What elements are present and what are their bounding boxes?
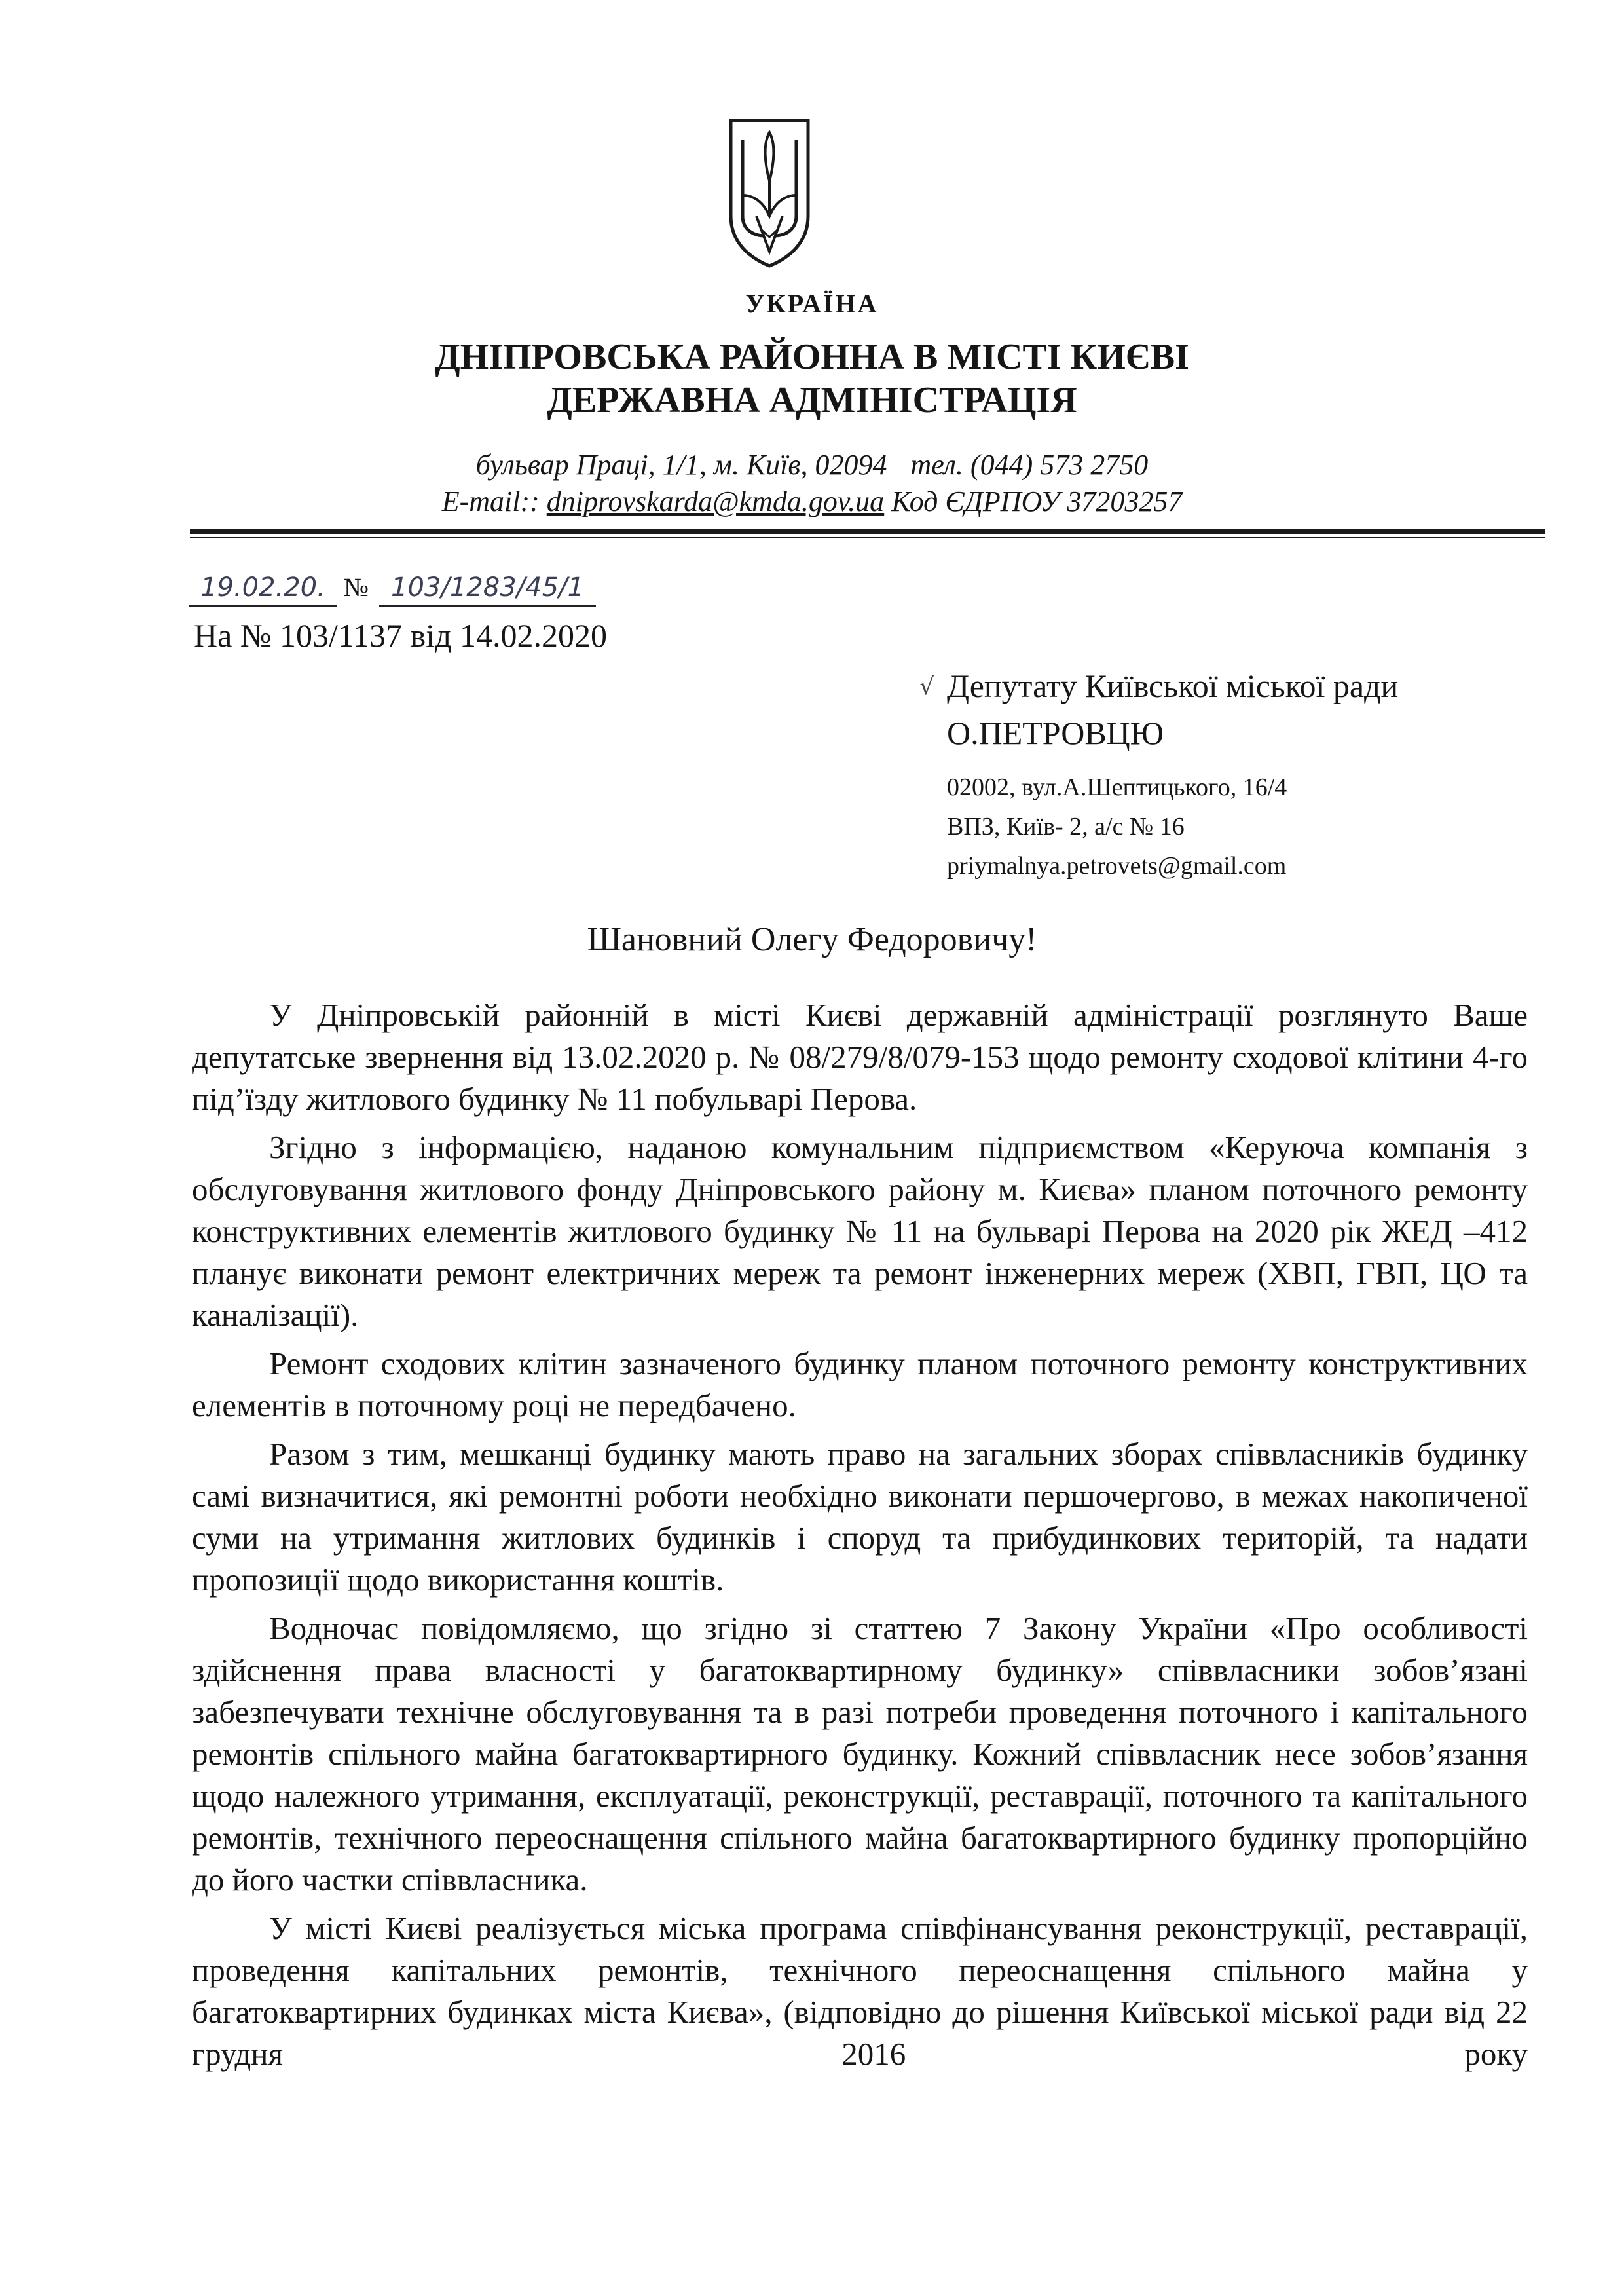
addressee-title: Депутату Київської міської ради: [947, 667, 1399, 704]
org-address-line: [0, 448, 1624, 482]
org-email-line: [0, 485, 1624, 519]
addressee-email: priymalnya.petrovets@gmail.com: [947, 852, 1287, 880]
body-paragraph: Згідно з інформацією, наданою комунальним підприємством «Керуюча компанія з обслуговування житлового фонду Дніпровського району м. Києва» планом поточного ремонту конструктивних елементів житлового будинку № 11 на бульварі Перова на 2020 рік ЖЕД –412 планує виконати ремонт електричних мереж та ремонт інженерних мереж (ХВП, ГВП, ЦО та каналізації).: [192, 1129, 1528, 1333]
org-name-line1: ДНІПРОВСЬКА РАЙОННА В МІСТІ КИЄВІ: [435, 337, 1189, 377]
checkmark-icon: √: [919, 673, 934, 700]
handwritten-number: 103/1283/45/1: [379, 572, 596, 607]
addressee-address-line1: 02002, вул.А.Шептицького, 16/4: [947, 774, 1287, 801]
header-divider-thick: [190, 529, 1545, 534]
body-paragraph: Водночас повідомляємо, що згідно зі статтею 7 Закону України «Про особливості здійснення права власності у багатоквартирному будинку» співвласники зобов’язані забезпечувати технічне обслуговування та в разі потреби проведення поточного і капітального ремонтів спільного майна багатоквартирного будинку. Кожний співвласник несе зобов’язання щодо належного утримання, експлуатації, реконструкції, реставрації, поточного та капітального ремонтів, технічного переоснащення спільного майна багатоквартирного будинку пропорційно до його частки співвласника.: [192, 1610, 1528, 1898]
reply-reference: На № 103/1137 від 14.02.2020: [194, 617, 607, 654]
body-paragraph: У місті Києві реалізується міська програма співфінансування реконструкції, реставрації, проведення капітальних ремонтів, технічного переоснащення спільного майна у багатоквартирних будинках міста Києва», (відповідно до рішення Київської міської ради від 22 грудня 2016 року: [192, 1910, 1528, 2072]
addressee-title-line: [919, 664, 1576, 707]
body-paragraph: Разом з тим, мешканці будинку мають право на загальних зборах співвласників будинку самі визначитися, які ремонтні роботи необхідно виконати першочергово, в межах накопиченої суми на утримання житлових будинків і споруд та прибудинкових територій, та надати пропозиції щодо використання коштів.: [192, 1436, 1528, 1598]
coat-of-arms-trident-icon: [727, 118, 812, 269]
body-paragraph: Ремонт сходових клітин зазначеного будинку планом поточного ремонту конструктивних елементів в поточному році не передбачено.: [192, 1345, 1528, 1423]
addressee-address-line2: ВПЗ, Київ- 2, а/с № 16: [947, 813, 1185, 840]
body-paragraph: У Дніпровській районній в місті Києві державній адміністрації розглянуто Ваше депутатське звернення від 13.02.2020 р. № 08/279/8/079-153 щодо ремонту сходової клітини 4-го під’їзду житлового будинку № 11 побульварі Перова.: [192, 997, 1528, 1117]
number-sign: №: [343, 572, 369, 602]
outgoing-registration: [189, 569, 596, 607]
handwritten-date: 19.02.20.: [189, 572, 337, 607]
addressee-name: О.ПЕТРОВЦЮ: [947, 715, 1164, 751]
letter-body: [192, 994, 1528, 2075]
country-heading: УКРАЇНА: [745, 289, 879, 318]
org-email-label: E-mail::: [441, 485, 540, 517]
salutation: Шановний Олегу Федоровичу!: [587, 921, 1037, 958]
org-phone: тел. (044) 573 2750: [910, 449, 1149, 481]
header-divider-thin: [190, 537, 1545, 538]
org-edrpou: Код ЄДРПОУ 37203257: [891, 485, 1183, 517]
addressee-block: [919, 664, 1576, 886]
org-name-line2: ДЕРЖАВНА АДМІНІСТРАЦІЯ: [547, 380, 1077, 421]
org-address: бульвар Праці, 1/1, м. Київ, 02094: [475, 449, 887, 481]
org-email-link[interactable]: dniprovskarda@kmda.gov.ua: [546, 485, 885, 517]
